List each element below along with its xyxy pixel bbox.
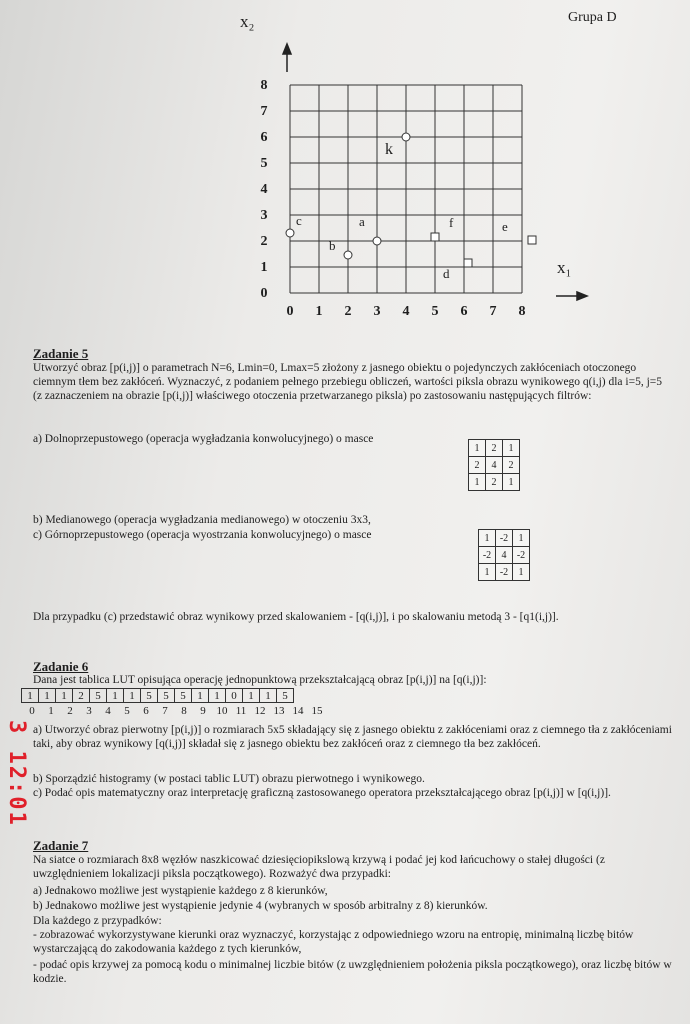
- y-tick: 6: [260, 130, 268, 145]
- y-tick: 5: [260, 156, 268, 171]
- x-axis-arrow: [556, 292, 587, 300]
- zadanie-7-item-b: b) Jednakowo możliwe jest wystąpienie jedynie 4 (wybranych w sposób arbitralny z 8) kierunków.: [33, 900, 488, 912]
- y-tick: 3: [260, 208, 268, 223]
- mask-cell: 1: [513, 564, 530, 581]
- zadanie-6-intro: Dana jest tablica LUT opisująca operację jednopunktową przekształcającą obraz [p(i,j)] na [q(i,j)]:: [33, 674, 487, 686]
- zadanie-7-bullet-2: - podać opis krzywej za pomocą kodu o minimalnej liczbie bitów (z uwzględnieniem położenia piksla początkowego), oraz liczbę bitów w kodzie.: [33, 959, 672, 985]
- lut-cell: 1: [22, 689, 39, 703]
- zadanie-6-item-a: a) Utworzyć obraz pierwotny [p(i,j)] o rozmiarach 5x5 składający się z jasnego obiektu z zakłóceniami oraz z ciemnego tła z zakłóceniami taki, aby obraz wynikowy [q(i,j)] składał się z jasnego obiektu bez zakłóceń oraz z ciemnego tła bez zakłóceń.: [33, 724, 672, 750]
- y-tick: 0: [260, 286, 268, 301]
- lut-cell: 1: [39, 689, 56, 703]
- x-tick: 0: [286, 304, 294, 319]
- x-tick: 1: [315, 304, 323, 319]
- y-axis-arrow: [283, 44, 291, 72]
- lut-index: 13: [273, 705, 285, 717]
- lut-cell: 2: [73, 689, 90, 703]
- lut-index: 0: [29, 705, 35, 717]
- zadanie-5-item-b: b) Medianowego (operacja wygładzania medianowego) w otoczeniu 3x3,: [33, 514, 371, 526]
- grid-letter-f: f: [449, 215, 454, 230]
- x-tick: 8: [518, 304, 526, 319]
- lut-index: 7: [162, 705, 168, 717]
- marker-circle: [344, 251, 352, 259]
- marker-circle: [286, 229, 294, 237]
- x-tick: 4: [402, 304, 410, 319]
- lut-cell: 5: [175, 689, 192, 703]
- lut-index: 5: [124, 705, 130, 717]
- y-tick: 1: [260, 260, 268, 275]
- grid-letter-e: e: [502, 219, 508, 234]
- lut-index: 10: [216, 705, 228, 717]
- group-label: Grupa D: [568, 10, 617, 25]
- x-tick: 3: [373, 304, 381, 319]
- y-tick: 4: [260, 182, 268, 197]
- lut-table: [21, 688, 294, 703]
- lut-index: 6: [143, 705, 149, 717]
- lut-index: 11: [235, 705, 247, 717]
- mask-cell: 2: [486, 474, 503, 491]
- zadanie-6-title: Zadanie 6: [33, 659, 89, 674]
- camera-timestamp: 3 12:01: [4, 720, 29, 827]
- mask-cell: -2: [496, 564, 513, 581]
- lut-cell: 1: [107, 689, 124, 703]
- zadanie-5-note: Dla przypadku (c) przedstawić obraz wynikowy przed skalowaniem - [q(i,j)], i po skalowaniu metodą 3 - [q1(i,j)].: [33, 611, 559, 623]
- lut-cell: 5: [277, 689, 294, 703]
- zadanie-5-title: Zadanie 5: [33, 346, 89, 361]
- lut-cell: 1: [56, 689, 73, 703]
- mask-cell: 4: [486, 457, 503, 474]
- lut-index: 15: [311, 705, 323, 717]
- zadanie-6-item-c: c) Podać opis matematyczny oraz interpretację graficzną zastosowanego operatora przekształcającego obraz [p(i,j)] w [q(i,j)].: [33, 787, 611, 799]
- lut-cell: 1: [243, 689, 260, 703]
- zadanie-7-each: Dla każdego z przypadków:: [33, 915, 162, 927]
- grid-letter-b: b: [329, 238, 336, 253]
- mask-a-table: [468, 439, 520, 491]
- lut-cell: 5: [90, 689, 107, 703]
- grid-letter-k: k: [385, 141, 393, 158]
- zadanie-7-title: Zadanie 7: [33, 838, 89, 853]
- mask-cell: -2: [479, 547, 496, 564]
- zadanie-7-item-a: a) Jednakowo możliwe jest wystąpienie każdego z 8 kierunków,: [33, 885, 328, 897]
- mask-cell: 4: [496, 547, 513, 564]
- mask-cell: 1: [479, 564, 496, 581]
- grid-markers: [286, 133, 536, 267]
- mask-cell: 2: [503, 457, 520, 474]
- lut-index: 3: [86, 705, 92, 717]
- mask-cell: 2: [486, 440, 503, 457]
- mask-cell: -2: [513, 547, 530, 564]
- mask-cell: 1: [469, 440, 486, 457]
- mask-cell: 1: [503, 440, 520, 457]
- zadanie-5-item-c: c) Górnoprzepustowego (operacja wyostrzania konwolucyjnego) o masce: [33, 529, 372, 541]
- x-tick: 2: [344, 304, 352, 319]
- marker-square: [464, 259, 472, 267]
- y-tick: 8: [260, 78, 268, 93]
- zadanie-5-intro: Utworzyć obraz [p(i,j)] o parametrach N=6, Lmin=0, Lmax=5 złożony z jasnego obiektu o pojedynczych zakłóceniach otoczonego ciemnym tłem bez zakłóceń. Wyznaczyć, z podaniem pełnego przebiegu obliczeń, wartości piksla obrazu wynikowego q(i,j) dla i=5, j=5 (z zaznaczeniem na obrazie [p(i,j)] właściwego otoczenia przetwarzanego piksla) po zastosowaniu następujących filtrów:: [33, 362, 663, 402]
- mask-cell: 1: [479, 530, 496, 547]
- lut-index: 4: [105, 705, 111, 717]
- marker-square: [528, 236, 536, 244]
- lut-cell: 1: [260, 689, 277, 703]
- zadanie-7-bullet-1: - zobrazować wykorzystywane kierunki oraz wyznaczyć, korzystając z odpowiedniego wzoru na entropię, minimalną liczbę bitów wystarczającą do zakodowania każdego z tych kierunków,: [33, 929, 634, 955]
- y-axis-label: x₂: [240, 12, 255, 31]
- lut-index: 14: [292, 705, 304, 717]
- grid-letter-a: a: [359, 214, 365, 229]
- x-axis-label: x₁: [557, 258, 572, 277]
- marker-square: [431, 233, 439, 241]
- lut-cell: 1: [192, 689, 209, 703]
- x-tick: 6: [460, 304, 468, 319]
- mask-cell: 2: [469, 457, 486, 474]
- grid-letter-d: d: [443, 266, 450, 281]
- grid-letter-c: c: [296, 213, 302, 228]
- x-tick: 5: [431, 304, 439, 319]
- mask-cell: -2: [496, 530, 513, 547]
- lut-index: 8: [181, 705, 187, 717]
- zadanie-7-intro: Na siatce o rozmiarach 8x8 węzłów naszkicować dziesięciopikslową krzywą i podać jej kod łańcuchowy o stałej długości (z uwzględnieniem lokalizacji piksla początkowego). Rozważyć dwa przypadki:: [33, 854, 605, 880]
- lut-index: 1: [48, 705, 54, 717]
- marker-circle: [402, 133, 410, 141]
- marker-circle: [373, 237, 381, 245]
- x-tick: 7: [489, 304, 497, 319]
- lut-cell: 1: [209, 689, 226, 703]
- y-tick: 2: [260, 234, 268, 249]
- lut-cell: 5: [158, 689, 175, 703]
- mask-cell: 1: [503, 474, 520, 491]
- grid-lines: [290, 85, 522, 293]
- mask-cell: 1: [513, 530, 530, 547]
- lut-cell: 1: [124, 689, 141, 703]
- zadanie-6-item-b: b) Sporządzić histogramy (w postaci tablic LUT) obrazu pierwotnego i wynikowego.: [33, 773, 425, 785]
- lut-cell: 5: [141, 689, 158, 703]
- mask-cell: 1: [469, 474, 486, 491]
- lut-index: 12: [254, 705, 266, 717]
- lut-index: 9: [200, 705, 206, 717]
- mask-c-table: [478, 529, 530, 581]
- y-tick: 7: [260, 104, 268, 119]
- lut-cell: 0: [226, 689, 243, 703]
- zadanie-5-item-a: a) Dolnoprzepustowego (operacja wygładzania konwolucyjnego) o masce: [33, 433, 374, 445]
- grid-figure: [0, 0, 690, 320]
- lut-index: 2: [67, 705, 73, 717]
